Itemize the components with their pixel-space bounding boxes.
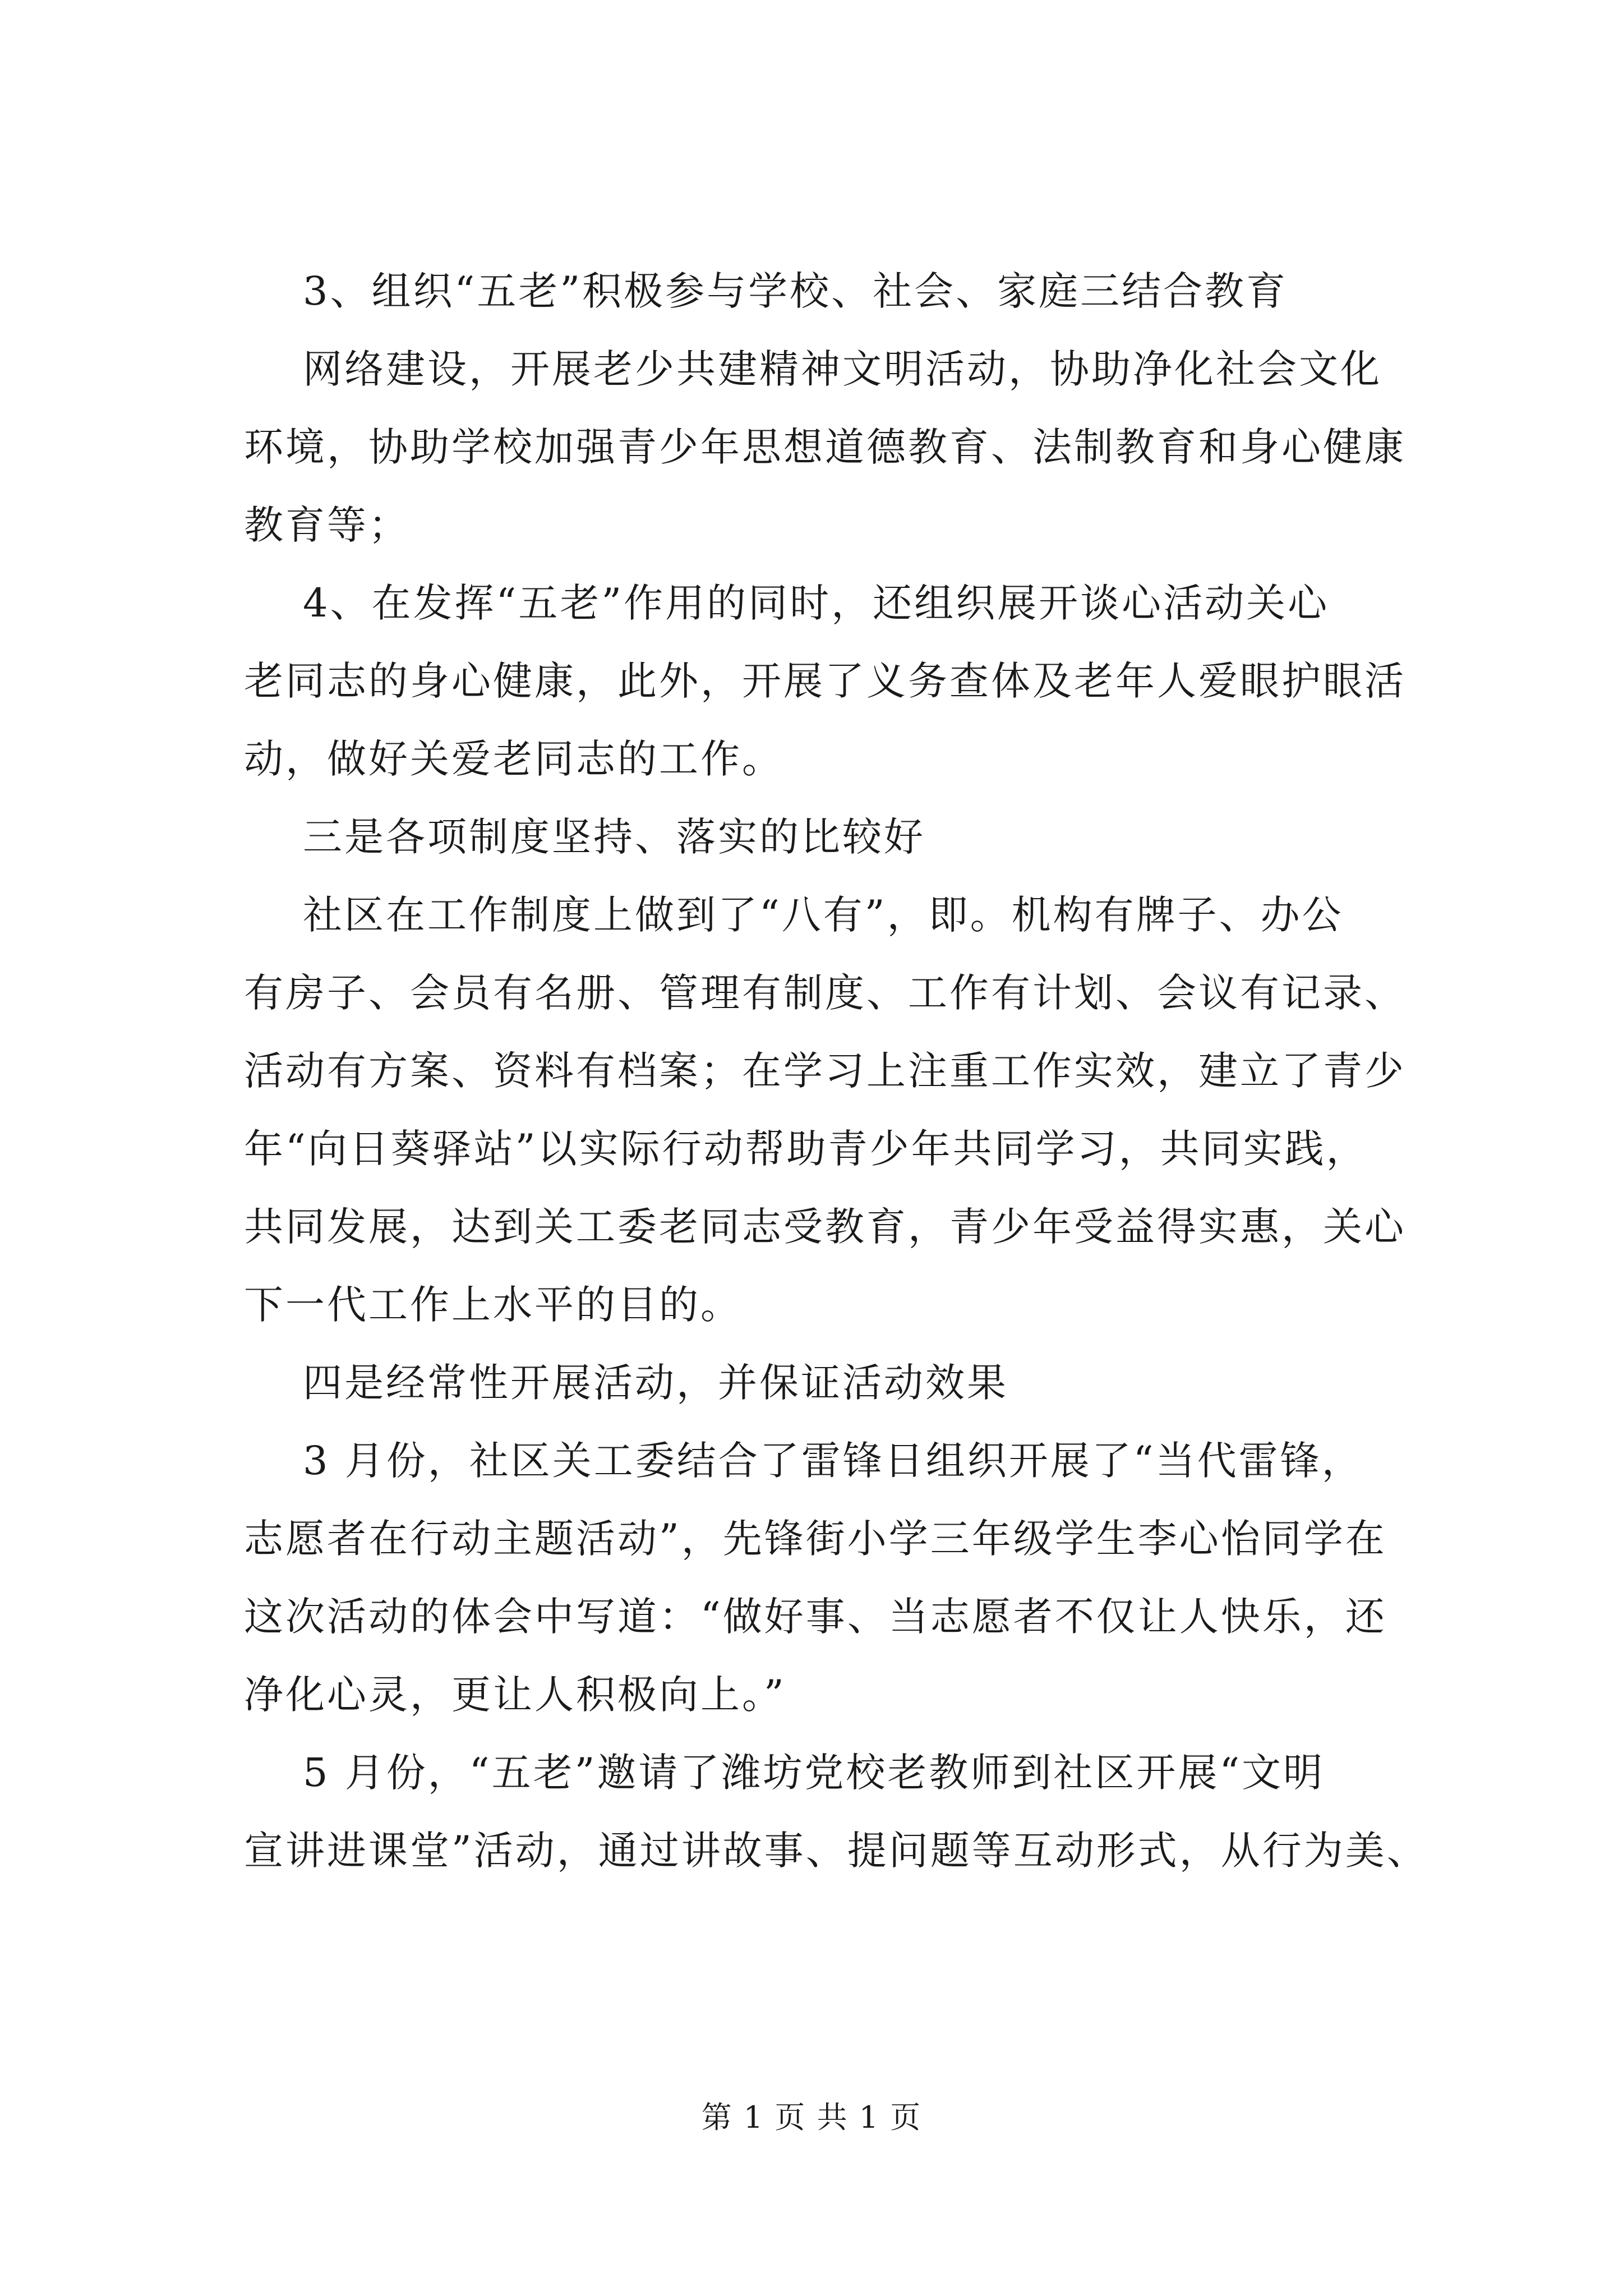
text-line: 动，做好关爱老同志的工作。 [244, 736, 783, 782]
page-number-footer: 第 1 页 共 1 页 [701, 2100, 922, 2135]
text-line: 老同志的身心健康，此外，开展了义务查体及老年人爱眼护眼活 [244, 658, 1406, 704]
text-line: 有房子、会员有名册、管理有制度、工作有计划、会议有记录、 [244, 970, 1406, 1016]
text-line: 环境，协助学校加强青少年思想道德教育、法制教育和身心健康 [244, 424, 1406, 470]
text-line: 年“向日葵驿站”以实际行动帮助青少年共同学习，共同实践， [244, 1126, 1368, 1172]
text-line: 社区在工作制度上做到了“八有”，即。机构有牌子、办公 [303, 892, 1344, 938]
text-line: 共同发展，达到关工委老同志受教育，青少年受益得实惠，关心 [244, 1204, 1406, 1250]
text-line: 净化心灵，更让人积极向上。” [244, 1672, 786, 1718]
section-heading: 三是各项制度坚持、落实的比较好 [303, 814, 925, 860]
text-line: 4、在发挥“五老”作用的同时，还组织展开谈心活动关心 [303, 580, 1330, 626]
document-body [244, 252, 1428, 1890]
section-heading: 四是经常性开展活动，并保证活动效果 [303, 1360, 1008, 1406]
text-line: 这次活动的体会中写道：“做好事、当志愿者不仅让人快乐，还 [244, 1594, 1387, 1640]
text-line: 网络建设，开展老少共建精神文明活动，协助净化社会文化 [303, 346, 1382, 392]
text-line: 3 月份，社区关工委结合了雷锋日组织开展了“当代雷锋， [303, 1438, 1363, 1484]
text-line: 志愿者在行动主题活动”，先锋街小学三年级学生李心怡同学在 [244, 1516, 1387, 1562]
text-line: 3、组织“五老”积极参与学校、社会、家庭三结合教育 [303, 268, 1288, 314]
text-line: 5 月份，“五老”邀请了潍坊党校老教师到社区开展“文明 [303, 1750, 1325, 1796]
text-line: 下一代工作上水平的目的。 [244, 1282, 742, 1328]
text-line: 宣讲进课堂”活动，通过讲故事、提问题等互动形式，从行为美、 [244, 1828, 1428, 1874]
text-line: 教育等； [244, 502, 410, 548]
text-line: 活动有方案、资料有档案；在学习上注重工作实效，建立了青少 [244, 1048, 1406, 1094]
